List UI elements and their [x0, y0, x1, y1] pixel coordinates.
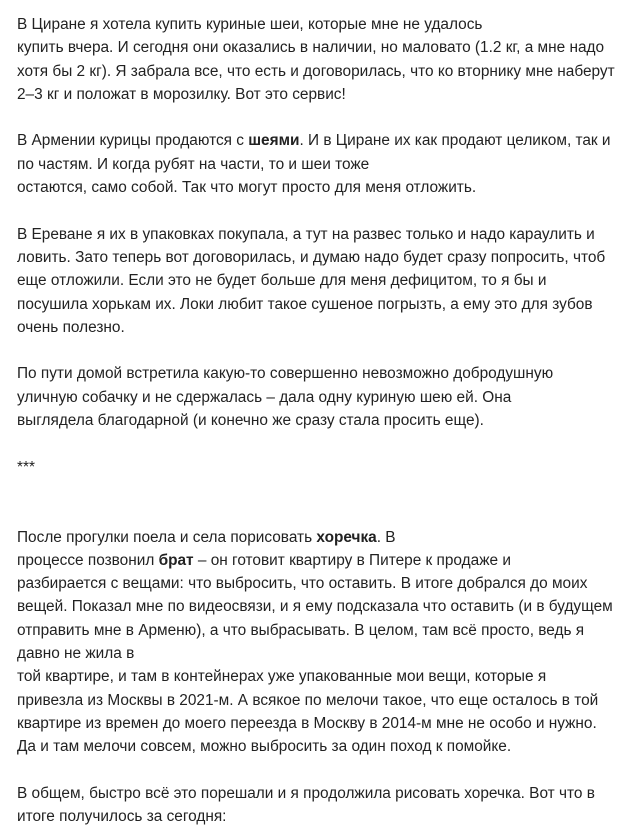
text-run: В Ереване я их в упаковках покупала, а тут на развес только и надо караулить и [17, 225, 595, 243]
bold-text: брат [158, 551, 194, 569]
text-line [17, 595, 621, 618]
text-run: квартире из времен до моего переезда в Москву в 2014-м мне не особо и нужно. [17, 714, 597, 732]
text-run: Да и там мелочи совсем, можно выбросить за один поход к помойке. [17, 738, 512, 756]
text-line [17, 293, 621, 316]
text-run: посушила хорькам их. Локи любит такое сушеное погрызть, а ему это для зубов [17, 295, 593, 313]
text-run: вещей. Показал мне по видеосвязи, и я ему подсказала что оставить (и в будущем [17, 598, 613, 616]
text-run: уличную собачку и не сдержалась – дала одну куриную шею ей. Она [17, 388, 512, 406]
text-line [17, 60, 621, 83]
text-run: *** [17, 458, 35, 476]
paragraph [17, 456, 621, 479]
text-run: 2–3 кг и положат в морозилку. Вот это сервис! [17, 85, 346, 103]
text-line [17, 665, 621, 688]
text-line [17, 386, 621, 409]
post-body [17, 13, 621, 828]
paragraph [17, 782, 621, 828]
text-line [17, 362, 621, 385]
text-line [17, 129, 621, 152]
text-line [17, 549, 621, 572]
text-line [17, 782, 621, 805]
paragraph [17, 526, 621, 759]
paragraph [17, 223, 621, 339]
text-run: . В [376, 528, 396, 546]
text-run: – он готовит квартиру в Питере к продаже и [193, 551, 511, 569]
text-line [17, 176, 621, 199]
paragraph [17, 362, 621, 432]
paragraph [17, 13, 621, 106]
text-run: давно не жила в [17, 645, 135, 663]
paragraph-gap [17, 759, 621, 782]
paragraph-gap [17, 479, 621, 502]
text-line [17, 642, 621, 665]
text-run: ловить. Зато теперь вот договорилась, и думаю надо будет сразу попросить, чтоб [17, 248, 606, 266]
text-run: В Армении курицы продаются с [17, 132, 249, 150]
paragraph-gap [17, 432, 621, 455]
text-line [17, 269, 621, 292]
text-run: После прогулки поела и села порисовать [17, 528, 317, 546]
text-run: разбирается с вещами: что выбросить, что оставить. В итоге добрался до моих [17, 575, 588, 593]
text-line [17, 712, 621, 735]
text-run: отправить мне в Арменю), а что выбрасывать. В целом, там всё просто, ведь я [17, 621, 585, 639]
text-run: По пути домой встретила какую-то совершенно невозможно добродушную [17, 365, 554, 383]
text-run: очень полезно. [17, 318, 125, 336]
text-run: по частям. И когда рубят на части, то и шеи тоже [17, 155, 370, 173]
text-line [17, 13, 621, 36]
paragraph-gap [17, 199, 621, 222]
text-line [17, 153, 621, 176]
paragraph [17, 129, 621, 199]
text-line [17, 223, 621, 246]
text-run: той квартире, и там в контейнерах уже упакованные мои вещи, которые я [17, 668, 547, 686]
text-run: еще отложили. Если это не будет больше для меня дефицитом, то я бы и [17, 272, 547, 290]
text-run: . И в Циране их как продают целиком, так и [299, 132, 611, 150]
text-line [17, 36, 621, 59]
text-run: итоге получилось за сегодня: [17, 808, 227, 826]
paragraph-gap [17, 502, 621, 525]
text-line [17, 735, 621, 758]
text-run: В Циране я хотела купить куриные шеи, которые мне не удалось [17, 16, 483, 33]
bold-text: хоречка [316, 528, 377, 546]
text-run: процессе позвонил [17, 551, 159, 569]
text-run: остаются, само собой. Так что могут просто для меня отложить. [17, 179, 477, 197]
text-run: купить вчера. И сегодня они оказались в наличии, но маловато (1.2 кг, а мне надо [17, 39, 605, 57]
paragraph-gap [17, 106, 621, 129]
text-line [17, 316, 621, 339]
text-line [17, 246, 621, 269]
text-line [17, 409, 621, 432]
text-line [17, 83, 621, 106]
text-run: выглядела благодарной (и конечно же сразу стала просить еще). [17, 412, 484, 430]
text-line [17, 456, 621, 479]
text-run: В общем, быстро всё это порешали и я продолжила рисовать хоречка. Вот что в [17, 784, 595, 802]
text-run: хотя бы 2 кг). Я забрала все, что есть и договорилась, что ко вторнику мне наберут [17, 62, 615, 80]
bold-text: шеями [248, 132, 300, 150]
text-line [17, 572, 621, 595]
text-line [17, 619, 621, 642]
text-line [17, 689, 621, 712]
text-run: привезла из Москвы в 2021-м. А всякое по мелочи такое, что еще осталось в той [17, 691, 599, 709]
text-line [17, 526, 621, 549]
text-line [17, 805, 621, 828]
paragraph-gap [17, 339, 621, 362]
